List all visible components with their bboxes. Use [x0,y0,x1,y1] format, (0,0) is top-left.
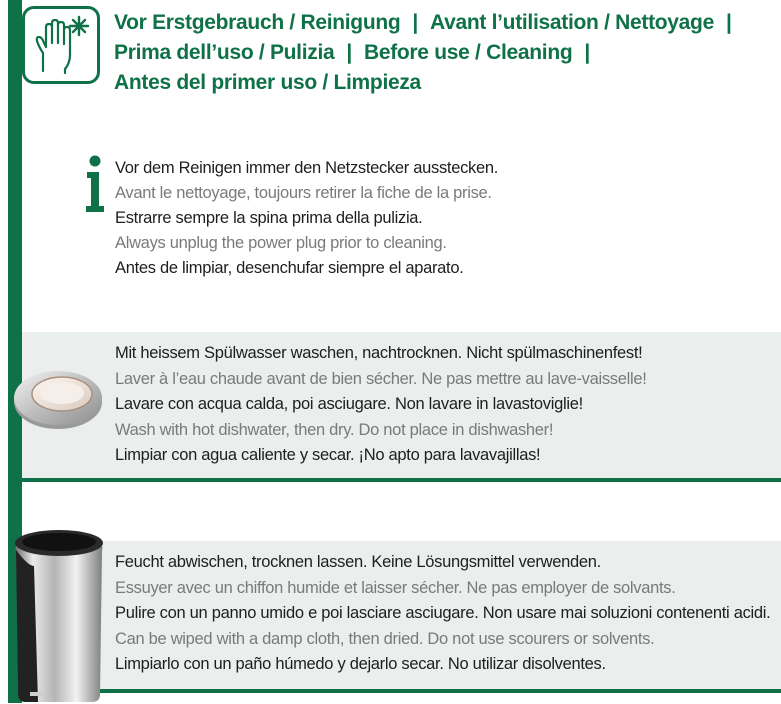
section-divider [22,689,781,693]
title-separator: | [725,11,732,34]
body-cleaning-text [115,550,770,678]
title-it: Prima dell’uso / Pulizia [114,41,335,64]
title-fr: Avant l’utilisation / Nettoyage [430,11,714,34]
lid-line-es: Limpiar con agua caliente y secar. ¡No apto para lavavajillas! [115,446,541,464]
title-de: Vor Erstgebrauch / Reinigung [114,11,401,34]
bin-image [10,526,108,704]
title-separator: | [584,41,590,64]
title-separator: | [346,41,352,64]
body-line-en: Can be wiped with a damp cloth, then dried. Do not use scourers or solvents. [115,629,655,648]
body-line-de: Feucht abwischen, trocknen lassen. Keine Lösungsmittel verwenden. [115,553,601,571]
info-line-en: Always unplug the power plug prior to cleaning. [115,234,447,252]
info-icon [84,154,106,214]
lid-line-de: Mit heissem Spülwasser waschen, nachtrocknen. Nicht spülmaschinenfest! [115,344,643,362]
title-line-3 [114,68,774,98]
section-title [114,8,774,98]
lid-line-en: Wash with hot dishwater, then dry. Do not place in dishwasher! [115,420,554,439]
title-en: Before use / Cleaning [363,41,573,64]
lid-cleaning-text [115,341,647,469]
info-text [115,156,498,281]
info-line-it: Estrarre sempre la spina prima della pulizia. [115,209,423,227]
body-line-es: Limpiarlo con un paño húmedo y dejarlo secar. No utilizar disolventes. [115,655,606,673]
title-line-1 [114,8,774,38]
hand-sparkle-icon [22,6,100,84]
info-line-de: Vor dem Reinigen immer den Netzstecker ausstecken. [115,159,499,177]
lid-line-fr: Laver à l’eau chaude avant de bien sécher. Ne pas mettre au lave-vaisselle! [115,369,647,388]
title-line-2 [114,38,774,68]
info-line-fr: Avant le nettoyage, toujours retirer la fiche de la prise. [115,184,492,202]
lid-image [12,362,104,432]
lid-line-it: Lavare con acqua calda, poi asciugare. Non lavare in lavastoviglie! [115,395,583,413]
title-separator: | [412,11,418,34]
body-line-fr: Essuyer avec un chiffon humide et laisser sécher. Ne pas employer de solvants. [115,578,676,597]
info-line-es: Antes de limpiar, desenchufar siempre el aparato. [115,259,464,277]
body-line-it: Pulire con un panno umido e poi lasciare asciugare. Non usare mai soluzioni contenenti acidi. [115,604,771,622]
section-divider [22,478,781,482]
title-es: Antes del primer uso / Limpieza [114,71,421,94]
